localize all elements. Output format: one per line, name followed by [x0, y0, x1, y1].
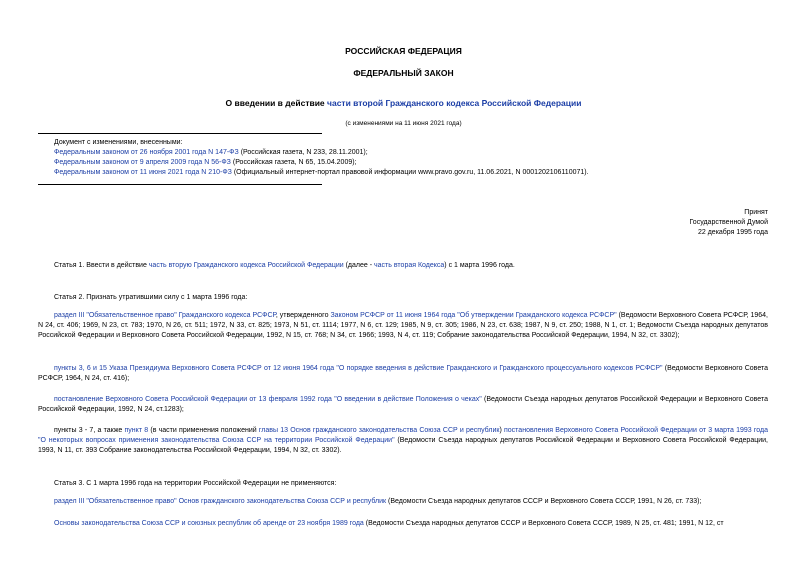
- amendment-text-1: (Российская газета, N 233, 28.11.2001);: [240, 149, 368, 156]
- adoption-block: [689, 208, 768, 238]
- art2-p1-link-2[interactable]: Законом РСФСР от 11 июня 1964 года "Об утверждении Гражданского кодекса РСФСР": [330, 312, 617, 319]
- article-3-item-1: [38, 497, 768, 507]
- amendment-item: [54, 168, 774, 178]
- amendment-item: [54, 158, 774, 168]
- divider-bottom: [38, 184, 322, 185]
- amendment-link-1[interactable]: Федеральным законом от 26 ноября 2001 года N 147-ФЗ: [54, 149, 239, 156]
- art2-p4-link-2[interactable]: главы 13 Основ гражданского законодательства Союза ССР и республик: [258, 427, 500, 434]
- title-link[interactable]: части второй Гражданского кодекса Российской Федерации: [327, 98, 582, 108]
- article-2-item-2: [38, 364, 768, 384]
- amendment-item: [54, 148, 774, 158]
- art3-p2-link[interactable]: Основы законодательства Союза ССР и союзных республик об аренде от 23 ноября 1989 года: [54, 520, 364, 527]
- art2-p2-link[interactable]: пункты 3, 6 и 15 Указа Президиума Верховного Совета РСФСР от 12 июня 1964 года "О порядке введения в действие Гражданского и Гражданского процессуального кодексов РСФСР": [54, 365, 663, 372]
- adoption-line-2: Государственной Думой: [689, 219, 768, 226]
- adoption-line-3: 22 декабря 1995 года: [697, 229, 768, 236]
- divider-top: [38, 133, 322, 134]
- art1-text-2: (далее -: [343, 262, 375, 269]
- art2-p4-text-4: (Ведомости Съезда народных депутатов Российской Федерации и Верховного Совета Российской Федерации, 1993, N 11, ст. 393 Собрание законодательства Российской Федерации, 1994, N 32, ст. 3302).: [38, 437, 768, 454]
- amendment-text-2: (Российская газета, N 65, 15.04.2009);: [232, 159, 357, 166]
- article-1: [38, 261, 768, 271]
- art3-heading-text: Статья 3. С 1 марта 1996 года на территории Российской Федерации не применяются:: [54, 480, 337, 487]
- art2-p1-text-1: , утвержденного: [275, 312, 331, 319]
- art1-link-2[interactable]: часть вторая Кодекса: [374, 262, 445, 269]
- article-2-item-1: [38, 311, 768, 341]
- amendments-box: [54, 138, 774, 178]
- art2-p1-link-1[interactable]: раздел III "Обязательственное право" Гражданского кодекса РСФСР: [54, 312, 276, 319]
- article-3-item-2: [38, 519, 768, 529]
- adoption-line-1: Принят: [744, 209, 768, 216]
- art3-p1-text: (Ведомости Съезда народных депутатов СССР и Верховного Совета СССР, 1991, N 26, ст. 733);: [386, 498, 702, 505]
- amendment-text-3: (Официальный интернет-портал правовой информации www.pravo.gov.ru, 11.06.2021, N 0001202106110071).: [233, 169, 589, 176]
- art1-text: Статья 1. Ввести в действие: [54, 262, 149, 269]
- art2-p4-text-1: пункты 3 - 7, а также: [54, 427, 125, 434]
- art2-p4-text-3: ): [499, 427, 504, 434]
- art2-heading-text: Статья 2. Признать утратившими силу с 1 марта 1996 года:: [54, 294, 248, 301]
- title-prefix: О введении в действие: [225, 98, 328, 108]
- article-2-heading: [38, 293, 768, 303]
- header-doc-type: ФЕДЕРАЛЬНЫЙ ЗАКОН: [353, 68, 454, 78]
- amendment-link-2[interactable]: Федеральным законом от 9 апреля 2009 года N 56-ФЗ: [54, 159, 231, 166]
- amendments-note: (с изменениями на 11 июня 2021 года): [345, 120, 462, 127]
- art2-p1-text-2: (Ведомости Верховного Совета РСФСР, 1964, N 24, ст. 406; 1969, N 23, ст. 783; 1970, N 26, ст. 511; 1972, N 33, ст. 825; 1973, N 51, ст. 1114; 1977, N 6, ст. 129; 1985, N 9, ст. 305; 1986, N 23, ст. 638; 1987, N 9, ст. 250; 1988, N 1, ст. 1; Ведомости Съезда народных депутатов Российской Федерации и Верховного Совета Российской Федерации, 1992, N 15, ст. 768; N 34, ст. 1966; 1993, N 4, ст. 119; Собрание законодательства Российской Федерации, 1994, N 32, ст. 3302);: [38, 312, 768, 339]
- art2-p4-link-1[interactable]: пункт 8: [124, 427, 149, 434]
- article-3-heading: [38, 479, 768, 489]
- article-2-item-4: [38, 426, 768, 456]
- art3-p2-text: (Ведомости Съезда народных депутатов СССР и Верховного Совета СССР, 1989, N 25, ст. 481; 1991, N 12, ст: [363, 520, 724, 527]
- page-title: [0, 98, 807, 108]
- art2-p4-link-3[interactable]: постановления Верховного Совета Российской Федерации от 3 марта 1993 года "О некоторых вопросах применения законодательства Союза ССР на территории Российской Федерации": [38, 427, 768, 444]
- art2-p3-link[interactable]: постановление Верховного Совета Российской Федерации от 13 февраля 1992 года "О введении в действие Положения о чеках": [54, 396, 482, 403]
- art1-link-1[interactable]: часть вторую Гражданского кодекса Российской Федерации: [148, 262, 344, 269]
- art1-text-3: ) с 1 марта 1996 года.: [444, 262, 515, 269]
- art3-p1-link[interactable]: раздел III "Обязательственное право" Основ гражданского законодательства Союза ССР и республик: [54, 498, 387, 505]
- art2-p2-text: (Ведомости Верховного Совета РСФСР, 1964, N 24, ст. 416);: [38, 365, 768, 382]
- header-country: РОССИЙСКАЯ ФЕДЕРАЦИЯ: [345, 46, 462, 56]
- art2-p3-text: (Ведомости Съезда народных депутатов Российской Федерации и Верховного Совета Российской Федерации, 1992, N 24, ст.1283);: [38, 396, 768, 413]
- article-2-item-3: [38, 395, 768, 415]
- amendments-heading: Документ с изменениями, внесенными:: [54, 139, 183, 146]
- art2-p4-text-2: (в части применения положений: [148, 427, 259, 434]
- amendment-link-3[interactable]: Федеральным законом от 11 июня 2021 года N 210-ФЗ: [54, 169, 232, 176]
